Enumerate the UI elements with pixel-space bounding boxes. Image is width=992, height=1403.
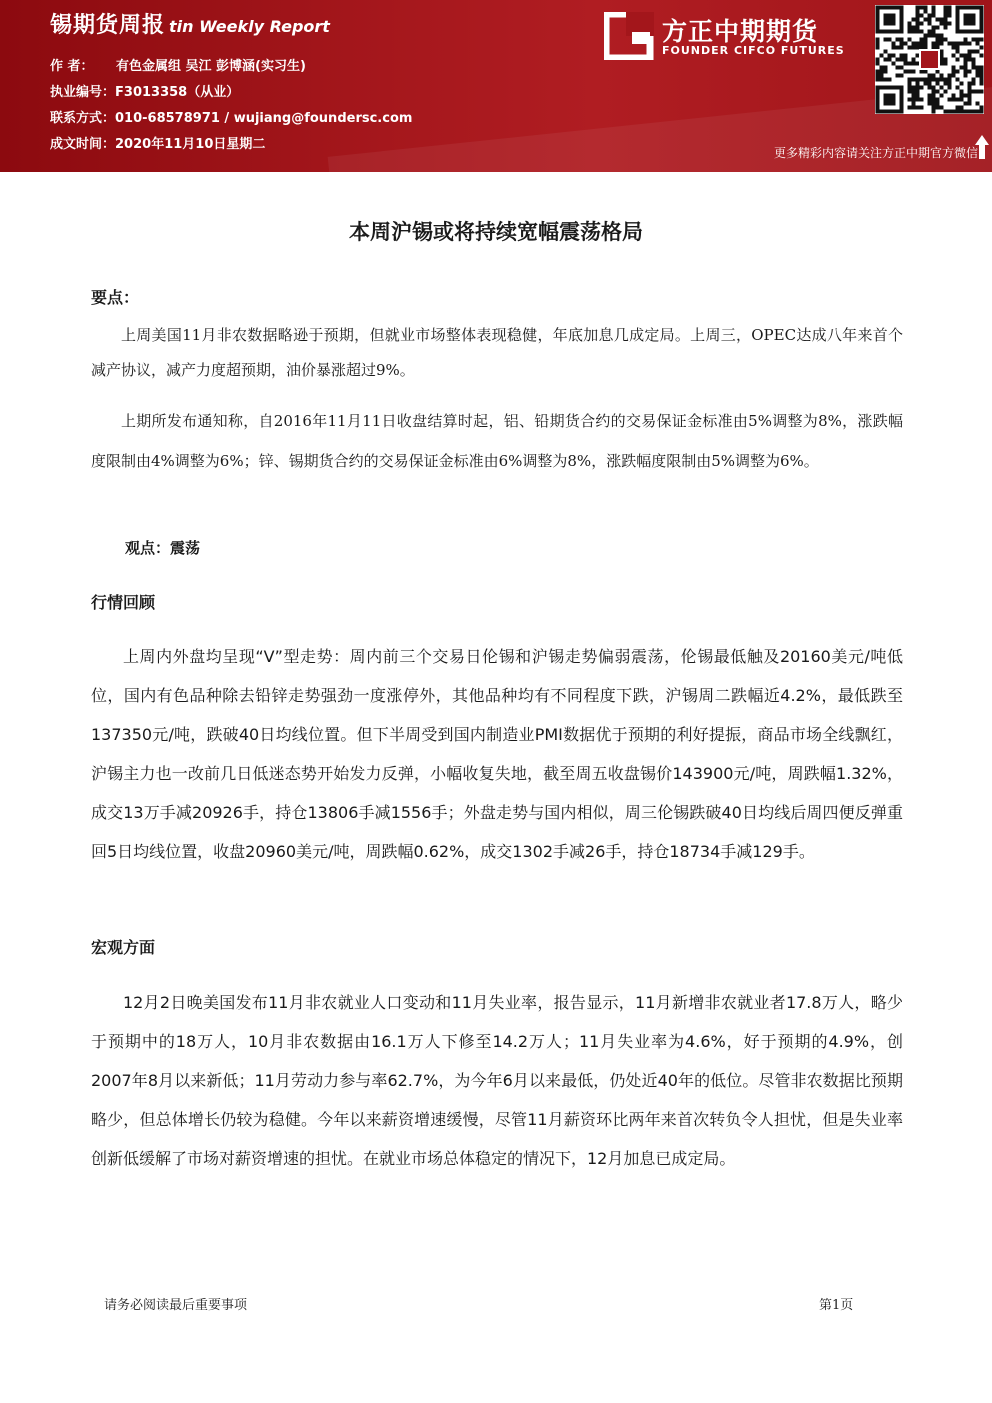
report-header xyxy=(0,0,992,172)
market-review-paragraph: 上周内外盘均呈现“V”型走势：周内前三个交易日伦锡和沪锡走势偏弱震荡，伦锡最低触及20160美元/吨低位，国内有色品种除去铅锌走势强劲一度涨停外，其他品种均有不同程度下跌，沪锡周二跌幅近4.2%，最低跌至137350元/吨，跌破40日均线位置。但下半周受到国内制造业PMI数据优于预期的利好提振，商品市场全线飘红，沪锡主力也一改前几日低迷态势开始发力反弹，小幅收复失地，截至周五收盘锡价143900元/吨，周跌幅1.32%，成交13万手减20926手，持仓13806手减1556手；外盘走势与国内相似，周三伦锡跌破40日均线后周四便反弹重回5日均线位置，收盘20960美元/吨，周跌幅0.62%，成交1302手减26手，持仓18734手减129手。 xyxy=(91,647,903,861)
logo-mark-icon xyxy=(604,12,654,60)
contact-label: 联系方式： xyxy=(50,111,116,126)
qr-code xyxy=(875,5,984,114)
macro-heading: 宏观方面 xyxy=(91,938,156,957)
report-title xyxy=(50,8,330,39)
license-label: 执业编号： xyxy=(50,85,116,100)
view-statement: 观点：震荡 xyxy=(125,539,201,557)
market-review-heading: 行情回顾 xyxy=(91,593,156,612)
key-points-paragraph-2: 上期所发布通知称，自2016年11月11日收盘结算时起，铝、铅期货合约的交易保证金标准由5%调整为8%，涨跌幅度限制由4%调整为6%；锌、锡期货合约的交易保证金标准由6%调整为8%，涨跌幅度限制由5%调整为6%。 xyxy=(91,412,903,470)
author-line xyxy=(50,55,306,74)
contact-line xyxy=(50,107,412,126)
date-value: 2020年11月10日星期二 xyxy=(115,137,266,152)
footer-notice: 请务必阅读最后重要事项 xyxy=(104,1298,248,1313)
date-label: 成文时间： xyxy=(50,137,116,152)
key-points-heading: 要点： xyxy=(91,288,140,307)
report-title-cn: 锡期货周报 xyxy=(50,13,166,38)
page-number: 第1页 xyxy=(819,1298,854,1313)
arrow-up-icon xyxy=(974,134,990,160)
document-title: 本周沪锡或将持续宽幅震荡格局 xyxy=(349,220,643,244)
report-title-en: tin Weekly Report xyxy=(169,17,330,36)
license-value: F3013358（从业） xyxy=(115,85,240,100)
macro-paragraph: 12月2日晚美国发布11月非农就业人口变动和11月失业率，报告显示，11月新增非农就业者17.8万人，略少于预期中的18万人，10月非农数据由16.1万人下修至14.2万人；11月失业率为4.6%，好于预期的4.9%，创2007年8月以来新低；11月劳动力参与率62.7%，为今年6月以来最低，仍处近40年的低位。尽管非农数据比预期略少，但总体增长仍较为稳健。今年以来薪资增速缓慢，尽管11月薪资环比两年来首次转负令人担忧，但是失业率创新低缓解了市场对薪资增速的担忧。在就业市场总体稳定的情况下，12月加息已成定局。 xyxy=(91,993,903,1168)
author-label: 作 者： xyxy=(50,59,94,74)
qr-code-icon xyxy=(875,5,984,114)
contact-value: 010-68578971 / wujiang@foundersc.com xyxy=(115,111,413,126)
key-points-paragraph-1: 上周美国11月非农数据略逊于预期，但就业市场整体表现稳健，年底加息几成定局。上周三，OPEC达成八年来首个减产协议，减产力度超预期，油价暴涨超过9%。 xyxy=(91,326,903,379)
license-line xyxy=(50,81,239,100)
date-line xyxy=(50,133,265,152)
logo-text-cn: 方正中期期货 xyxy=(662,17,819,46)
author-value: 有色金属组 吴江 彭博涵(实习生) xyxy=(116,59,306,74)
company-logo xyxy=(604,12,859,62)
logo-text-en: FOUNDER CIFCO FUTURES xyxy=(662,44,845,57)
wechat-promo: 更多精彩内容请关注方正中期官方微信 xyxy=(773,146,978,160)
